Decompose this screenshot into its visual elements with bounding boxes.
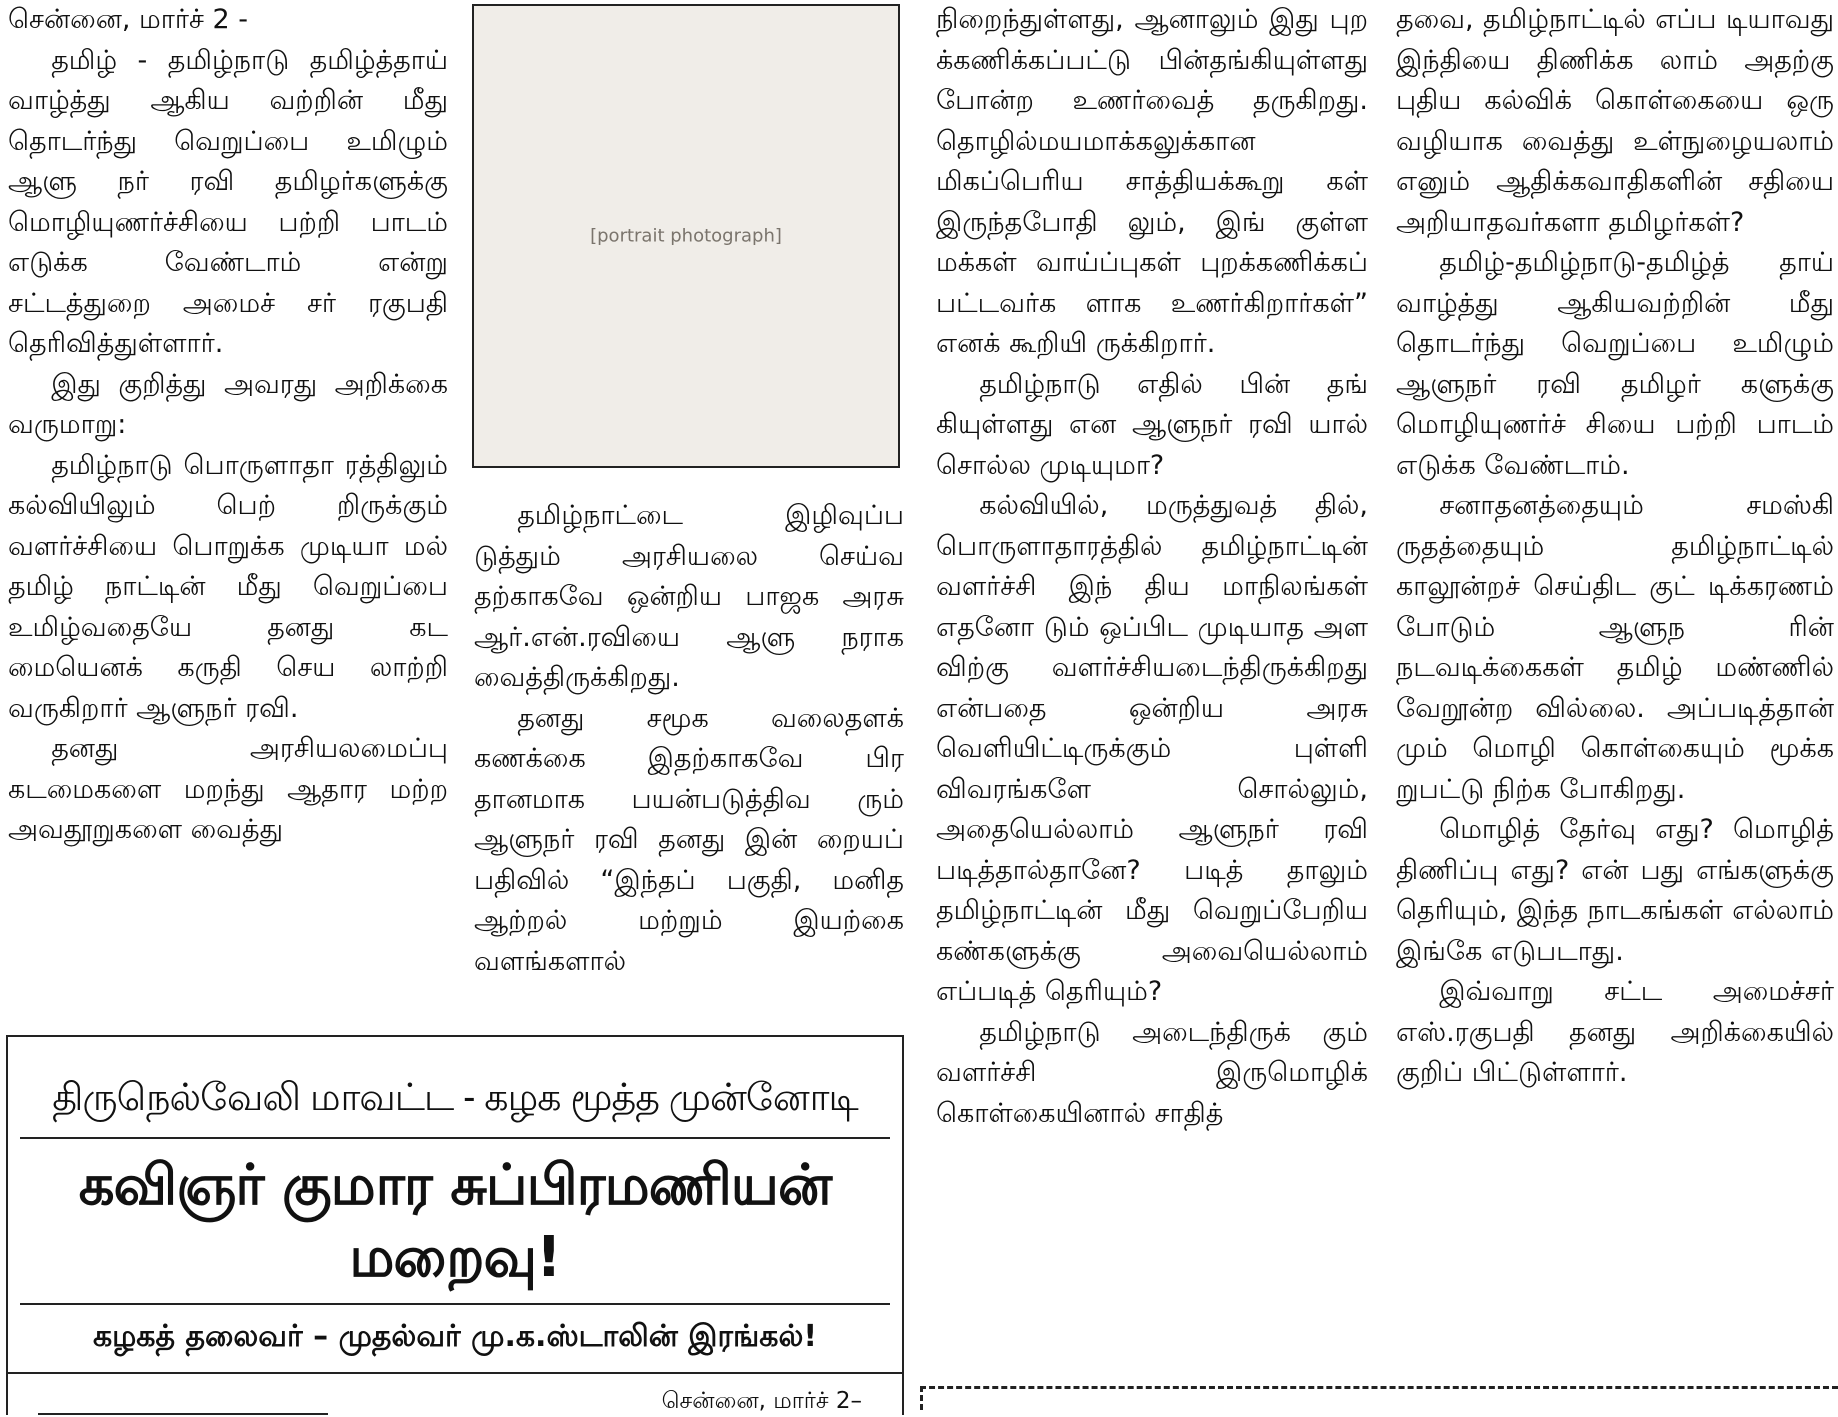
- article-column-2: [474, 496, 904, 1036]
- photo-placeholder-label: [portrait photograph]: [590, 225, 782, 247]
- obituary-headline: கவிஞர் குமார சுப்பிரமணியன் மறைவு!: [78, 1153, 832, 1290]
- paragraph: தவை, தமிழ்நாட்டில் எப்ப டியாவது இந்தியை திணிக்க லாம் அதற்கு புதிய கல்விக் கொள்கையை ஒரு வழியாக வைத்து உள்நுழையலாம் எனும் ஆதிக்கவாதிகளின் சதியை அறியாதவர்களா தமிழர்கள்?: [1396, 4, 1834, 238]
- paragraph: தமிழ்நாடு பொருளாதா ரத்திலும் கல்வியிலும் பெற் றிருக்கும் வளர்ச்சியை பொறுக்க முடியா மல் தமிழ் நாட்டின் மீது வெறுப்பை உமிழ்வதையே தனது கட மையெனக் கருதி செய லாற்றி வருகிறார் ஆளுநர் ரவி.: [8, 449, 448, 724]
- paragraph: தமிழ்நாடு அடைந்திருக் கும் வளர்ச்சி இருமொழிக் கொள்கையினால் சாதித்: [936, 1016, 1368, 1129]
- portrait-photo: [472, 4, 900, 468]
- article-column-3: [936, 0, 1368, 1378]
- paragraph: இது குறித்து அவரது அறிக்கை வருமாறு:: [8, 368, 448, 440]
- paragraph: தமிழ் - தமிழ்நாடு தமிழ்த்தாய் வாழ்த்து ஆகிய வற்றின் மீது தொடர்ந்து வெறுப்பை உமிழும் ஆளு நர் ரவி தமிழர்களுக்கு மொழியுணர்ச்சியை பற்றி பாடம் எடுக்க வேண்டாம் என்று சட்டத்துறை அமைச் சர் ரகுபதி தெரிவித்துள்ளார்.: [8, 44, 448, 359]
- dateline: சென்னை, மார்ச் 2 -: [8, 4, 249, 35]
- obituary-dateline: சென்னை, மார்ச் 2–: [661, 1388, 862, 1414]
- paragraph: தனது சமூக வலைதளக் கணக்கை இதற்காகவே பிர தானமாக பயன்படுத்திவ ரும் ஆளுநர் ரவி தனது இன் றையப் பதிவில் “இந்தப் பகுதி, மனித ஆற்றல் மற்றும் இயற்கை வளங்களால்: [474, 702, 904, 977]
- paragraph: தமிழ்நாடு எதில் பின் தங் கியுள்ளது என ஆளுநர் ரவி யால் சொல்ல முடியுமா?: [936, 368, 1368, 481]
- obituary-box: [6, 1035, 904, 1415]
- paragraph: நிறைந்துள்ளது, ஆனாலும் இது புற க்கணிக்கப்பட்டு பின்தங்கியுள்ளது போன்ற உணர்வைத் தருகிறது. தொழில்மயமாக்கலுக்கான மிகப்பெரிய சாத்தியக்கூறு கள் இருந்தபோதி லும், இங் குள்ள மக்கள் வாய்ப்புகள் புறக்கணிக்கப் பட்டவர்க ளாக உணர்கிறார்கள்” எனக் கூறியி ருக்கிறார்.: [936, 4, 1368, 359]
- paragraph: மொழித் தேர்வு எது? மொழித் திணிப்பு எது? என் பது எங்களுக்கு தெரியும், இந்த நாடகங்கள் எல்லாம் இங்கே எடுபடாது.: [1396, 814, 1834, 967]
- paragraph: இவ்வாறு சட்ட அமைச்சர் எஸ்.ரகுபதி தனது அறிக்கையில் குறிப் பிட்டுள்ளார்.: [1396, 976, 1834, 1088]
- paragraph: சனாதனத்தையும் சமஸ்கி ருதத்தையும் தமிழ்நாட்டில் காலூன்றச் செய்திட குட் டிக்கரணம் போடும் ஆளுந ரின் நடவடிக்கைகள் தமிழ் மண்ணில் வேறூன்ற வில்லை. அப்படித்தான் மும் மொழி கொள்கையும் மூக்க றுபட்டு நிற்க போகிறது.: [1396, 490, 1834, 805]
- paragraph: தமிழ்நாட்டை இழிவுப்ப டுத்தும் அரசியலை செய்வ தற்காகவே ஒன்றிய பாஜக அரசு ஆர்.என்.ரவியை ஆளு நராக வைத்திருக்கிறது.: [474, 500, 904, 693]
- article-column-4: [1396, 0, 1834, 1378]
- dashed-box-border: [920, 1386, 1838, 1410]
- paragraph: கல்வியில், மருத்துவத் தில், பொருளாதாரத்தில் தமிழ்நாட்டின் வளர்ச்சி இந் திய மாநிலங்கள் எதனோ டும் ஒப்பிட முடியாத அள விற்கு வளர்ச்சியடைந்திருக்கிறது என்பதை ஒன்றிய அரசு வெளியிட்டிருக்கும் புள்ளி விவரங்களே சொல்லும், அதையெல்லாம் ஆளுநர் ரவி படித்தால்தானே? படித் தாலும் தமிழ்நாட்டின் மீது வெறுப்பேறிய கண்களுக்கு அவையெல்லாம் எப்படித் தெரியும்?: [936, 490, 1368, 1007]
- obituary-subhead: கழகத் தலைவர் – முதல்வர் மு.க.ஸ்டாலின் இரங்கல்!: [92, 1319, 818, 1354]
- paragraph: தனது அரசியலமைப்பு கடமைகளை மறந்து ஆதார மற்ற அவதூறுகளை வைத்து: [8, 733, 448, 845]
- obituary-kicker: திருநெல்வேலி மாவட்ட - கழக மூத்த முன்னோடி: [52, 1075, 858, 1119]
- paragraph: தமிழ்-தமிழ்நாடு-தமிழ்த் தாய் வாழ்த்து ஆகியவற்றின் மீது தொடர்ந்து வெறுப்பை உமிழும் ஆளுநர் ரவி தமிழர் களுக்கு மொழியுணர்ச் சியை பற்றி பாடம் எடுக்க வேண்டாம்.: [1396, 247, 1834, 481]
- divider: [38, 1413, 328, 1415]
